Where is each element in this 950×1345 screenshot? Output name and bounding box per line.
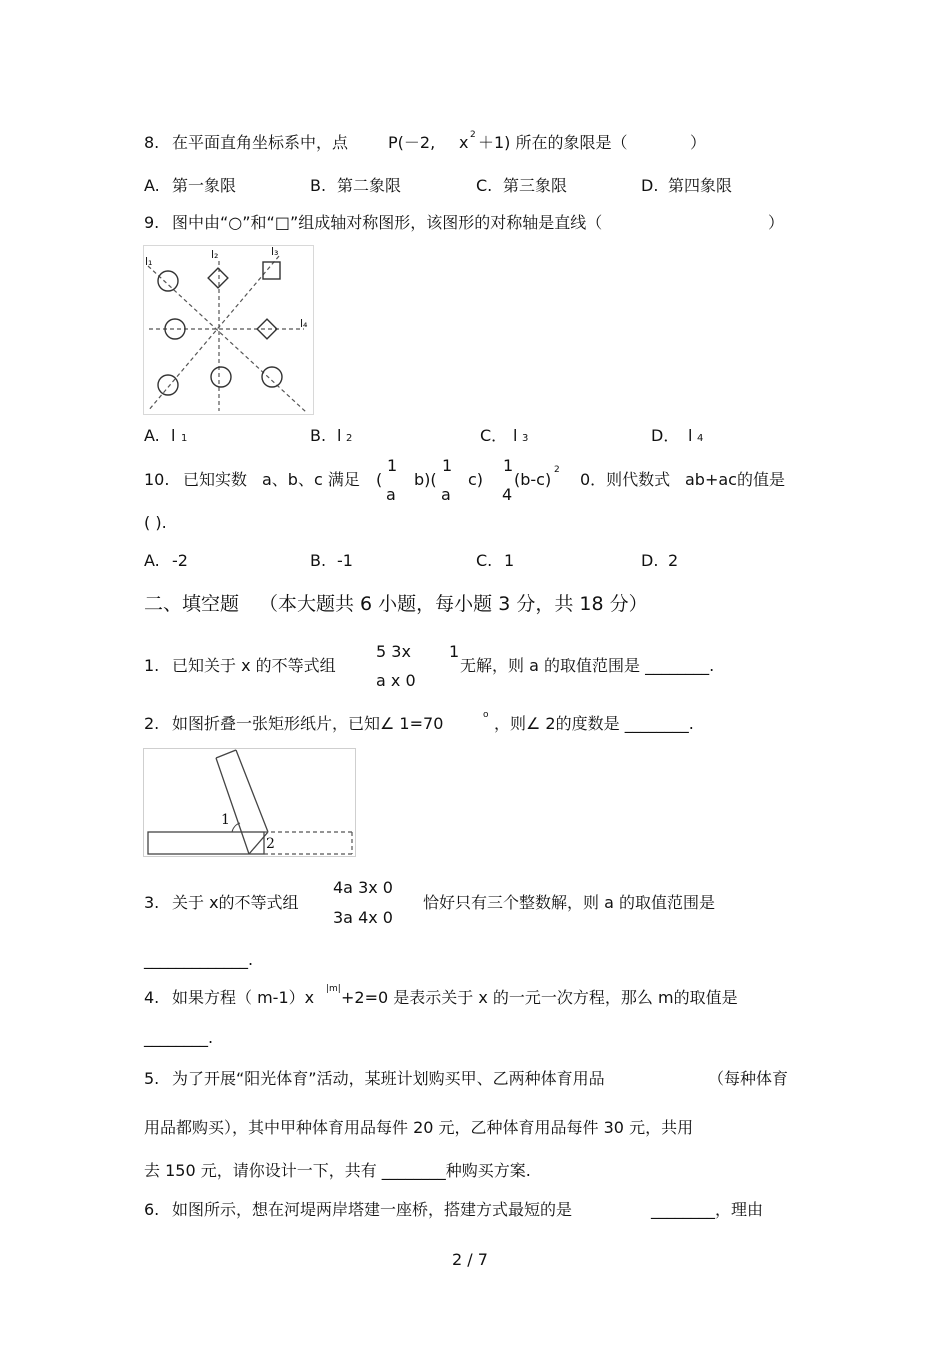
q8-option-c-text: 第三象限 xyxy=(503,176,568,195)
f4-text: 如果方程（ m-1）x xyxy=(172,988,315,1007)
label-l3: l₃ xyxy=(271,245,279,258)
q9-option-a-sub: 1 xyxy=(181,433,188,444)
circle-shape xyxy=(262,367,282,387)
q9-option-a-letter: A. xyxy=(144,426,160,445)
q10-mid3: (b-c) xyxy=(514,470,552,489)
q10-number: 10. xyxy=(144,470,170,489)
q10-frac3-denominator: 4 xyxy=(502,485,513,504)
angle-2-label: 2 xyxy=(266,836,275,852)
paper-strip-bottom xyxy=(148,832,264,854)
f5-line1-tail: （每种体育 xyxy=(708,1069,789,1088)
circle-shape xyxy=(158,271,178,291)
label-l2: l₂ xyxy=(211,248,219,261)
q10-option-d-text: 2 xyxy=(668,551,679,570)
f2-tail: ，则∠ 2的度数是 ________. xyxy=(494,714,694,733)
q10-option-d-letter: D. xyxy=(641,551,659,570)
q10-frac2-denominator: a xyxy=(441,485,451,504)
q9-option-a-text: l xyxy=(171,426,176,445)
q8-text: 在平面直角坐标系中，点 xyxy=(172,133,349,152)
q10-tail: 0．则代数式 xyxy=(580,470,671,489)
f6-number: 6. xyxy=(144,1200,160,1219)
q8-exponent: 2 xyxy=(470,130,476,140)
q8-x: x xyxy=(459,133,469,152)
folded-top xyxy=(216,750,236,758)
q9-figure xyxy=(143,245,314,415)
q10-open-paren: ( xyxy=(376,470,383,489)
folded-edge-right xyxy=(236,750,268,832)
f3-number: 3. xyxy=(144,893,160,912)
q9-option-b-sub: 2 xyxy=(346,433,353,444)
q9-text: 图中由“○”和“□”组成轴对称图形，该图形的对称轴是直线（ xyxy=(172,213,603,232)
section-title: 二、填空题 xyxy=(144,593,240,615)
q10-expression: ab+ac xyxy=(685,470,737,489)
q10-mid2: c) xyxy=(468,470,484,489)
f3-system-row1: 4a 3x 0 xyxy=(333,878,393,897)
q8-point: P(－2, xyxy=(388,133,436,152)
label-l1: l₁ xyxy=(145,255,153,268)
f4-number: 4. xyxy=(144,988,160,1007)
f3-system-row2: 3a 4x 0 xyxy=(333,908,393,927)
f6-text: 如图所示，想在河堤两岸塔建一座桥，搭建方式最短的是 xyxy=(172,1200,573,1219)
circle-shape xyxy=(211,367,231,387)
f3-tail: 恰好只有三个整数解，则 a 的取值范围是 xyxy=(423,893,715,912)
f1-system-row2: a x 0 xyxy=(376,671,416,690)
q10-mid1: b)( xyxy=(414,470,437,489)
axis-l3-line xyxy=(148,256,279,411)
q8-option-a-letter: A. xyxy=(144,176,160,195)
circle-shape xyxy=(165,319,185,339)
q10-frac1-numerator: 1 xyxy=(387,456,398,475)
q9-option-b-text: l xyxy=(337,426,342,445)
q8-option-d-letter: D. xyxy=(641,176,659,195)
q10-option-a-text: -2 xyxy=(172,551,188,570)
q9-number: 9. xyxy=(144,213,160,232)
q10-frac2-numerator: 1 xyxy=(442,456,453,475)
q10-option-a-letter: A. xyxy=(144,551,160,570)
f2-figure xyxy=(143,748,356,857)
q10-frac3-numerator: 1 xyxy=(503,456,514,475)
q9-option-d-sub: 4 xyxy=(697,433,704,444)
f1-tail: 无解，则 a 的取值范围是 ________. xyxy=(460,656,715,675)
label-l4: l₄ xyxy=(300,317,308,330)
diamond-shape xyxy=(257,319,277,339)
f2-degree: o xyxy=(483,710,489,720)
q9-option-d-letter: D． xyxy=(651,426,680,445)
q10-tail2: 的值是 xyxy=(737,470,786,489)
q9-option-c-text: l xyxy=(513,426,518,445)
circle-shape xyxy=(158,375,178,395)
section-description: （本大题共 6 小题，每小题 3 分，共 18 分） xyxy=(259,593,648,615)
q8-option-d-text: 第四象限 xyxy=(668,176,733,195)
f5-line2: 用品都购买），其中甲种体育用品每件 20 元，乙种体育用品每件 30 元，共用 xyxy=(144,1118,694,1137)
q8-text-tail: ＋1) 所在的象限是（ xyxy=(478,133,628,152)
q9-option-c-letter: C． xyxy=(480,426,508,445)
f1-system-row1-rhs: 1 xyxy=(449,642,460,661)
q8-number: 8. xyxy=(144,133,160,152)
q9-close-paren: ） xyxy=(768,213,785,232)
f3-text: 关于 x的不等式组 xyxy=(172,893,299,912)
folded-paper-diagram xyxy=(144,749,355,856)
page-number: 2 / 7 xyxy=(452,1250,488,1269)
q8-option-b-letter: B. xyxy=(310,176,327,195)
q10-option-b-text: -1 xyxy=(337,551,353,570)
f4-exponent: |m| xyxy=(326,984,341,994)
q10-option-c-letter: C. xyxy=(476,551,493,570)
f1-number: 1. xyxy=(144,656,160,675)
f2-number: 2. xyxy=(144,714,160,733)
q9-option-b-letter: B. xyxy=(310,426,327,445)
q8-option-a-text: 第一象限 xyxy=(172,176,237,195)
q10-option-b-letter: B. xyxy=(310,551,327,570)
q9-option-c-sub: 3 xyxy=(522,433,529,444)
q10-text: 已知实数 xyxy=(183,470,248,489)
f5-line1: 为了开展“阳光体育”活动，某班计划购买甲、乙两种体育用品 xyxy=(172,1069,605,1088)
q10-exponent: 2 xyxy=(554,465,560,475)
f4-blank: ________. xyxy=(144,1028,214,1047)
f5-number: 5. xyxy=(144,1069,160,1088)
q10-answer-blank: ( ). xyxy=(144,513,167,532)
q9-option-d-text: l xyxy=(688,426,693,445)
q9-symmetry-diagram xyxy=(144,246,313,414)
q8-option-b-text: 第二象限 xyxy=(337,176,402,195)
q10-vars: a、b、c 满足 xyxy=(262,470,360,489)
q10-frac1-denominator: a xyxy=(386,485,396,504)
square-shape xyxy=(263,262,280,279)
q8-option-c-letter: C. xyxy=(476,176,493,195)
f2-text: 如图折叠一张矩形纸片，已知∠ 1=70 xyxy=(172,714,444,733)
diamond-shape xyxy=(208,268,228,288)
f4-tail: +2=0 是表示关于 x 的一元一次方程，那么 m的取值是 xyxy=(341,988,738,1007)
f3-blank: _____________. xyxy=(144,950,254,969)
f1-system-row1: 5 3x xyxy=(376,642,411,661)
q10-option-c-text: 1 xyxy=(504,551,515,570)
f1-text: 已知关于 x 的不等式组 xyxy=(172,656,336,675)
q8-close-paren: ） xyxy=(690,133,707,152)
f5-line3: 去 150 元，请你设计一下，共有 ________种购买方案. xyxy=(144,1161,531,1180)
angle-1-label: 1 xyxy=(221,812,230,828)
f6-blank: ________，理由 xyxy=(651,1200,764,1219)
